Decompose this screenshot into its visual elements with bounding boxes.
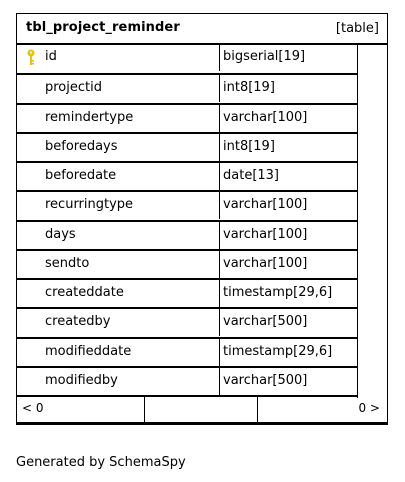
column-row [17, 337, 358, 366]
column-name-cell [17, 280, 220, 307]
column-name-cell [17, 105, 220, 132]
column-name: remindertype [45, 109, 134, 125]
column-row [17, 366, 358, 395]
table-name: tbl_project_reminder [26, 20, 180, 35]
column-type: int8[19] [223, 138, 275, 154]
column-name: createddate [45, 285, 124, 300]
column-name-cell [17, 75, 220, 102]
column-name-cell [17, 309, 220, 336]
column-name-cell [17, 251, 220, 278]
key-icon [26, 49, 36, 66]
column-type: timestamp[29,6] [223, 285, 333, 300]
column-name-cell [17, 222, 220, 249]
column-type: varchar[100] [223, 197, 308, 213]
table-header [17, 14, 387, 44]
column-name: beforedate [45, 168, 117, 183]
column-name: projectid [45, 80, 102, 96]
children-count: 0 > [358, 401, 380, 415]
column-row [17, 132, 358, 161]
column-row [17, 73, 358, 102]
footer-bottom-line [17, 422, 387, 424]
column-list [17, 44, 387, 396]
column-name: modifiedby [45, 372, 118, 388]
column-name: createdby [45, 314, 111, 330]
parents-count: < 0 [22, 401, 44, 415]
column-row [17, 220, 358, 249]
parents-cell [17, 397, 145, 422]
column-row [17, 44, 358, 73]
column-name: days [45, 226, 76, 242]
children-cell [258, 397, 387, 422]
column-name-cell [17, 368, 220, 395]
column-name: beforedays [45, 138, 118, 154]
column-type: date[13] [223, 168, 279, 183]
column-name-cell [17, 339, 220, 366]
column-row [17, 307, 358, 336]
column-type: varchar[100] [223, 109, 308, 125]
column-name-cell [17, 163, 220, 190]
footer-middle-cell [145, 397, 258, 422]
column-type: bigserial[19] [223, 49, 306, 64]
right-column-divider [357, 44, 358, 398]
generated-by-text: Generated by SchemaSpy [16, 455, 186, 470]
column-name: modifieddate [45, 343, 132, 359]
column-name: id [45, 49, 57, 64]
table-box [16, 13, 388, 425]
column-type: varchar[500] [223, 372, 308, 388]
column-type: varchar[100] [223, 226, 308, 242]
column-row [17, 249, 358, 278]
column-row [17, 161, 358, 190]
column-row [17, 278, 358, 307]
column-name-cell [17, 44, 220, 71]
column-type: int8[19] [223, 80, 275, 96]
column-name-cell [17, 192, 220, 219]
column-row [17, 190, 358, 219]
column-name: recurringtype [45, 197, 134, 213]
column-name-cell [17, 134, 220, 161]
column-name: sendto [45, 255, 90, 271]
column-type: varchar[500] [223, 314, 308, 330]
column-type: timestamp[29,6] [223, 343, 333, 359]
column-row [17, 103, 358, 132]
column-type: varchar[100] [223, 255, 308, 271]
table-type-label: [table] [335, 21, 379, 36]
relationship-footer [17, 397, 387, 424]
